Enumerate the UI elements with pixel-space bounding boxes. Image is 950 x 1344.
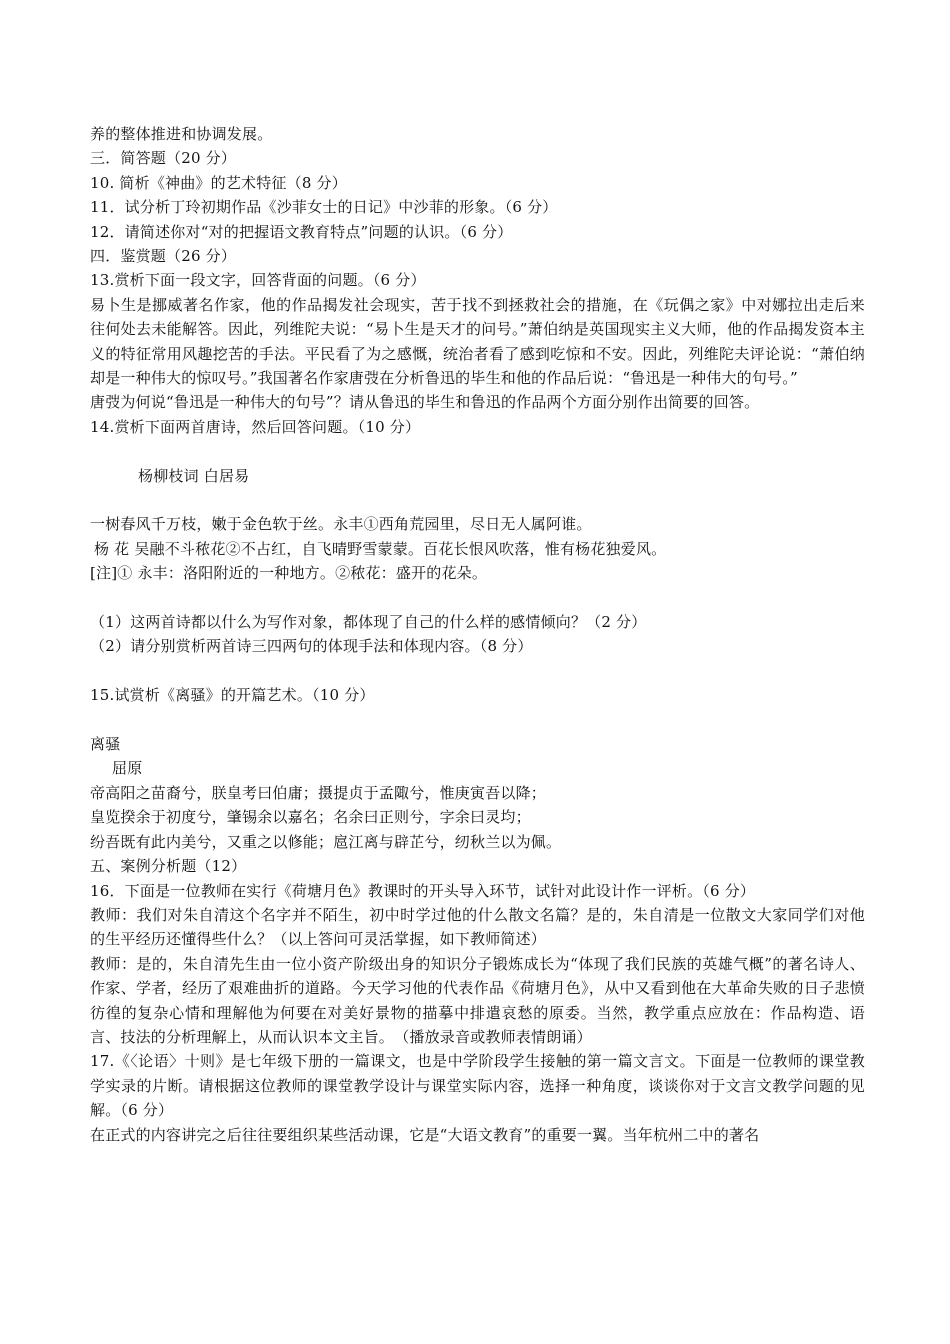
question-13: 13.赏析下面一段文字，回答背面的问题。（6 分） — [90, 271, 426, 290]
poem-line: 杨 花 吴融不斗秾花②不占红，自飞晴野雪蒙蒙。百花长恨风吹落，惟有杨花独爱风。 — [94, 539, 667, 558]
poem-line: 一树春风千万枝，嫩于金色软于丝。永丰①西角荒园里，尽日无人属阿谁。 — [90, 515, 592, 534]
poem-line: 帝高阳之苗裔兮，朕皇考曰伯庸；摄提贞于孟陬兮，惟庚寅吾以降； — [90, 783, 547, 802]
question-10: 10. 简析《神曲》的艺术特征（8 分） — [90, 173, 347, 192]
question-14: 14.赏析下面两首唐诗，然后回答问题。（10 分） — [90, 417, 421, 436]
blank-line — [90, 708, 865, 732]
blank-line — [90, 586, 865, 610]
question-13-prompt: 唐弢为何说“鲁迅是一种伟大的句号”？请从鲁迅的毕生和鲁迅的作品两个方面分别作出简要的回答。 — [90, 393, 760, 412]
document-body — [90, 122, 865, 1147]
poem-line: 皇览揆余于初度兮，肇锡余以嘉名；名余曰正则兮，字余曰灵均； — [90, 808, 531, 827]
poem-title: 杨柳枝词 白居易 — [138, 466, 250, 485]
text-line: 养的整体推进和协调发展。 — [90, 125, 273, 143]
question-12: 12．请简述你对“对的把握语文教育特点”问题的认识。（6 分） — [90, 222, 513, 241]
question-13-passage: 易卜生是挪威著名作家，他的作品揭发社会现实，苦于找不到拯救社会的措施，在《玩偶之家》中对娜拉出走后来往何处去未能解答。因此，列维陀夫说：“易卜生是天才的问号。”萧伯纳是英国现实主义大师，他的作品揭发资本主义的特征常用风趣挖苦的手法。平民看了为之感慨，统治者看了感到吃惊和不安。因此，列维陀夫评论说：“萧伯纳却是一种伟大的惊叹号。”我国著名作家唐弢在分析鲁迅的毕生和他的作品后说：“鲁迅是一种伟大的句号。” — [90, 295, 865, 388]
question-17: 17.《〈论语〉十则》是七年级下册的一篇课文，也是中学阶段学生接触的第一篇文言文。下面是一位教师的课堂教学实录的片断。请根据这位教师的课堂教学设计与课堂实际内容，选择一种角度，谈谈你对于文言文教学问题的见解。（6 分） — [90, 1052, 865, 1120]
poem-author: 屈原 — [112, 759, 143, 778]
sub-question: （1）这两首诗都以什么为写作对象，都体现了自己的什么样的感情倾向？（2 分） — [90, 613, 647, 632]
question-15: 15.试赏析《离骚》的开篇艺术。（10 分） — [90, 686, 375, 705]
section-heading: 三．简答题（20 分） — [90, 149, 237, 168]
blank-line — [90, 659, 865, 683]
question-16-passage: 教师：我们对朱自清这个名字并不陌生，初中时学过他的什么散文名篇？是的，朱自清是一位散文大家同学们对他的生平经历还懂得些什么？（以上答问可灵活掌握，如下教师简述） — [90, 905, 865, 949]
section-heading: 五、案例分析题（12） — [90, 857, 247, 876]
question-17-passage: 在正式的内容讲完之后往往要组织某些活动课，它是“大语文教育”的重要一翼。当年杭州二中的著名 — [90, 1125, 760, 1144]
sub-question: （2）请分别赏析两首诗三四两句的体现手法和体现内容。（8 分） — [90, 637, 533, 656]
section-heading: 四．鉴赏题（26 分） — [90, 247, 237, 266]
question-16-passage: 教师：是的，朱自清先生由一位小资产阶级出身的知识分子锻炼成长为“体现了我们民族的英雄气概”的著名诗人、作家、学者，经历了艰难曲折的道路。今天学习他的代表作品《荷塘月色》，从中又看到他在大革命失败的日子悲愤彷徨的复杂心情和理解他为何要在对美好景物的描摹中排遣哀愁的原委。当然，教学重点应放在：作品构造、语言、技法的分析理解上，从而认识本文主旨。 （播放录音或教师表情朗诵） — [90, 954, 865, 1046]
question-11: 11．试分析丁玲初期作品《沙菲女士的日记》中沙菲的形象。（6 分） — [90, 198, 558, 217]
blank-line — [90, 439, 865, 463]
question-16: 16．下面是一位教师在实行《荷塘月色》教课时的开头导入环节，试针对此设计作一评析。（6 分） — [90, 881, 756, 900]
poem-line: 纷吾既有此内美兮，又重之以修能；扈江离与辟芷兮，纫秋兰以为佩。 — [90, 832, 562, 851]
poem-note: [注]① 永丰：洛阳附近的一种地方。②秾花：盛开的花朵。 — [90, 564, 488, 583]
poem-title: 离骚 — [90, 735, 121, 754]
blank-line — [90, 488, 865, 512]
